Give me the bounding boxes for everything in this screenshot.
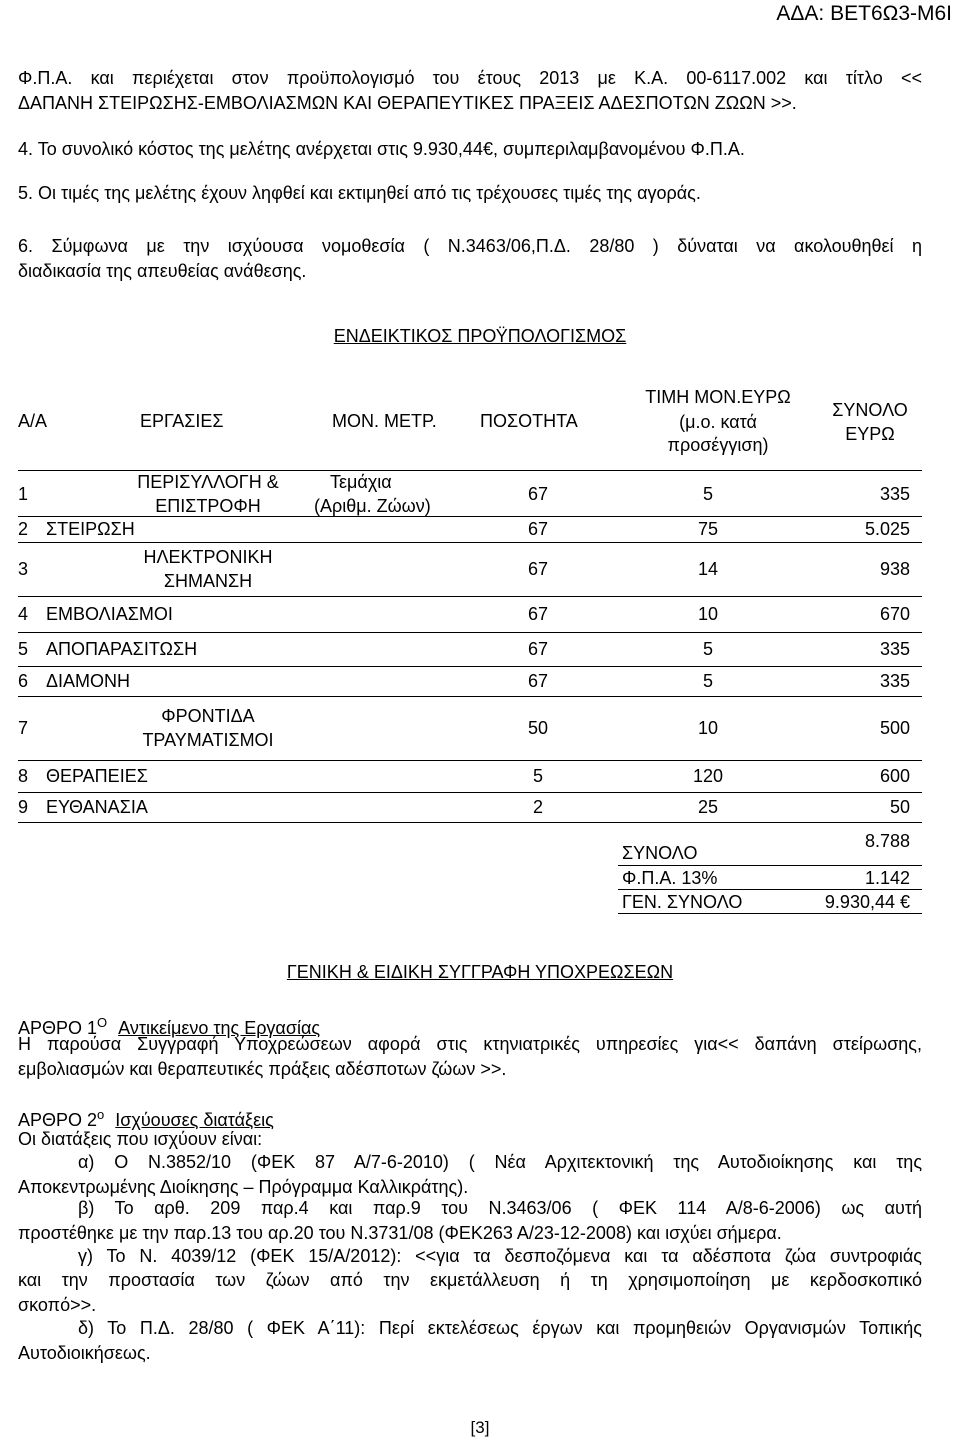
work-line-1: ΠΕΡΙΣΥΛΛΟΓΗ & [137, 472, 279, 492]
page-number: [3] [470, 1418, 490, 1437]
item-b-line-1: β) Το αρθ. 209 παρ.4 και παρ.9 του Ν.3463/06 ( ΦΕΚ 114 Α/8-6-2006) ως αυτή [78, 1198, 922, 1218]
row-divider [18, 822, 922, 823]
row-total: 335 [879, 671, 910, 691]
work-line-2: ΣΗΜΑΝΣΗ [163, 571, 253, 591]
header-aa: Α/Α [18, 411, 48, 431]
totals-divider [618, 913, 922, 914]
work-label: ΘΕΡΑΠΕΙΕΣ [46, 766, 148, 786]
work-line-2: ΕΠΙΣΤΡΟΦΗ [155, 496, 261, 516]
item-c-line-1: γ) Το Ν. 4039/12 (ΦΕΚ 15/Α/2012): <<για τα δεσποζόμενα και τα αδέσποτα ζώα συντροφιάς [78, 1246, 922, 1266]
header-total-2: ΕΥΡΩ [845, 424, 895, 444]
table-row [18, 760, 922, 792]
header-price-3: προσέγγιση) [667, 435, 769, 455]
header-unit: ΜΟΝ. ΜΕΤΡ. [332, 411, 437, 431]
quantity: 67 [527, 484, 549, 504]
unit-price: 5 [702, 484, 713, 504]
article-1-label: ΑΡΘΡΟ 1 [18, 1018, 98, 1038]
work-label: ΔΙΑΜΟΝΗ [46, 671, 131, 691]
budget-title: ΕΝΔΕΙΚΤΙΚΟΣ ΠΡΟΫΠΟΛΟΓΙΣΜΟΣ [333, 326, 627, 346]
table-row [18, 666, 922, 696]
work-line-1: ΦΡΟΝΤΙΔΑ [161, 706, 255, 726]
paragraph-4: 4. Το συνολικό κόστος της μελέτης ανέρχεται στις 9.930,44€, συμπεριλαμβανομένου Φ.Π.Α. [18, 139, 745, 159]
unit-price: 5 [702, 671, 713, 691]
quantity: 67 [527, 671, 549, 691]
row-number: 3 [18, 559, 29, 579]
unit-price: 120 [692, 766, 724, 786]
work-label: ΑΠΟΠΑΡΑΣΙΤΩΣΗ [46, 639, 198, 659]
work-label: ΕΥΘΑΝΑΣΙΑ [46, 797, 148, 817]
table-row [18, 542, 922, 596]
row-number: 2 [18, 519, 29, 539]
quantity: 2 [532, 797, 543, 817]
quantity: 50 [527, 718, 549, 738]
totals-row [18, 866, 922, 890]
item-c-line-3: σκοπό>>. [18, 1295, 97, 1315]
intro-line-2: ΔΑΠΑΝΗ ΣΤΕΙΡΩΣΗΣ-ΕΜΒΟΛΙΑΣΜΩΝ ΚΑΙ ΘΕΡΑΠΕΥΤΙΚΕΣ ΠΡΑΞΕΙΣ ΑΔΕΣΠΟΤΩΝ ΖΩΩΝ >>. [18, 93, 797, 113]
header-price-1: ΤΙΜΗ ΜΟΝ.ΕΥΡΩ [645, 387, 791, 407]
row-total: 50 [889, 797, 910, 817]
totals-label: ΓΕΝ. ΣΥΝΟΛΟ [622, 892, 743, 912]
row-number: 7 [18, 718, 29, 738]
article-2-intro: Οι διατάξεις που ισχύουν είναι: [18, 1129, 263, 1149]
totals-value: 1.142 [864, 868, 910, 888]
unit-line-1: Τεμάχια [330, 472, 392, 492]
unit-price: 25 [697, 797, 719, 817]
row-total: 335 [879, 639, 910, 659]
table-row [18, 596, 922, 632]
unit-price: 10 [697, 718, 719, 738]
row-total: 5.025 [864, 519, 910, 539]
paragraph-6-line-1: 6. Σύμφωνα με την ισχύουσα νομοθεσία ( Ν.3463/06,Π.Δ. 28/80 ) δύναται να ακολουθηθεί η [18, 236, 922, 256]
quantity: 67 [527, 519, 549, 539]
unit-price: 5 [702, 639, 713, 659]
totals-row [18, 890, 922, 914]
header-work: ΕΡΓΑΣΙΕΣ [140, 411, 224, 431]
row-number: 5 [18, 639, 29, 659]
work-label: ΣΤΕΙΡΩΣΗ [46, 519, 135, 539]
table-row [18, 516, 922, 542]
item-c-line-2: και την προστασία των ζώων από την εκμετάλλευση ή τη χρησιμοποίηση με κερδοσκοπικό [18, 1270, 922, 1290]
item-a-line-1: α) Ο Ν.3852/10 (ΦΕΚ 87 Α/7-6-2010) ( Νέα Αρχιτεκτονική της Αυτοδιοίκησης και της [78, 1152, 922, 1172]
article-1-line-1: Η παρούσα Συγγραφή Υποχρεώσεων αφορά στις κτηνιατρικές υπηρεσίες για<< δαπάνη στείρωσης, [18, 1034, 922, 1054]
row-number: 6 [18, 671, 29, 691]
item-b-line-2: προστέθηκε με την παρ.13 του αρ.20 του Ν.3731/08 (ΦΕΚ263 Α/23-12-2008) και ισχύει σήμερα. [18, 1223, 782, 1243]
row-total: 670 [879, 604, 910, 624]
row-number: 9 [18, 797, 29, 817]
work-label: ΕΜΒΟΛΙΑΣΜΟΙ [46, 604, 173, 624]
unit-price: 75 [697, 519, 719, 539]
work-line-1: ΗΛΕΚΤΡΟΝΙΚΗ [143, 547, 273, 567]
totals-value: 8.788 [864, 831, 910, 851]
table-row [18, 696, 922, 760]
quantity: 67 [527, 604, 549, 624]
article-2-sup: ο [97, 1107, 105, 1122]
header-price-2: (μ.ο. κατά [679, 412, 757, 432]
work-line-2: ΤΡΑΥΜΑΤΙΣΜΟΙ [142, 730, 274, 750]
row-total: 600 [879, 766, 910, 786]
quantity: 67 [527, 559, 549, 579]
row-number: 4 [18, 604, 29, 624]
article-2-label: ΑΡΘΡΟ 2 [18, 1110, 98, 1130]
ada-code: ΑΔΑ: ΒΕΤ6Ω3-Μ6Ι [776, 2, 952, 25]
totals-value: 9.930,44 € [824, 892, 910, 912]
header-qty: ΠΟΣΟΤΗΤΑ [480, 411, 578, 431]
row-number: 8 [18, 766, 29, 786]
row-total: 335 [879, 484, 910, 504]
intro-line-1: Φ.Π.Α. και περιέχεται στον προϋπολογισμό του έτους 2013 με Κ.Α. 00-6117.002 και τίτλο << [18, 68, 922, 88]
totals-label: ΣΥΝΟΛΟ [622, 843, 698, 863]
spec-title: ΓΕΝΙΚΗ & ΕΙΔΙΚΗ ΣΥΓΓΡΑΦΗ ΥΠΟΧΡΕΩΣΕΩΝ [286, 962, 674, 982]
item-d-line-2: Αυτοδιοικήσεως. [18, 1343, 151, 1363]
unit-line-2: (Αριθμ. Ζώων) [314, 496, 431, 516]
article-1-line-2: εμβολιασμών και θεραπευτικές πράξεις αδέσποτων ζώων >>. [18, 1059, 507, 1079]
totals-label: Φ.Π.Α. 13% [622, 868, 718, 888]
item-a-line-2: Αποκεντρωμένης Διοίκησης – Πρόγραμμα Καλλικράτης). [18, 1177, 469, 1197]
article-1-sup: Ο [97, 1015, 108, 1030]
unit-price: 10 [697, 604, 719, 624]
article-2-heading [18, 1104, 274, 1131]
table-row [18, 792, 922, 822]
table-row [18, 632, 922, 666]
row-total: 500 [879, 718, 910, 738]
totals-row [18, 831, 922, 866]
unit-price: 14 [697, 559, 719, 579]
item-d-line-1: δ) Το Π.Δ. 28/80 ( ΦΕΚ Α΄11): Περί εκτελέσεως έργων και προμηθειών Οργανισμών Τοπικής [78, 1318, 922, 1338]
row-number: 1 [18, 484, 29, 504]
paragraph-6-line-2: διαδικασία της απευθείας ανάθεσης. [18, 261, 307, 281]
header-divider [18, 470, 922, 471]
table-row [18, 472, 922, 516]
quantity: 5 [532, 766, 543, 786]
article-1-title: Αντικείμενο της Εργασίας [118, 1018, 321, 1038]
quantity: 67 [527, 639, 549, 659]
article-2-title: Ισχύουσες διατάξεις [115, 1110, 274, 1130]
row-total: 938 [879, 559, 910, 579]
header-total-1: ΣΥΝΟΛΟ [832, 400, 908, 420]
paragraph-5: 5. Οι τιμές της μελέτης έχουν ληφθεί και εκτιμηθεί από τις τρέχουσες τιμές της αγοράς. [18, 183, 701, 203]
